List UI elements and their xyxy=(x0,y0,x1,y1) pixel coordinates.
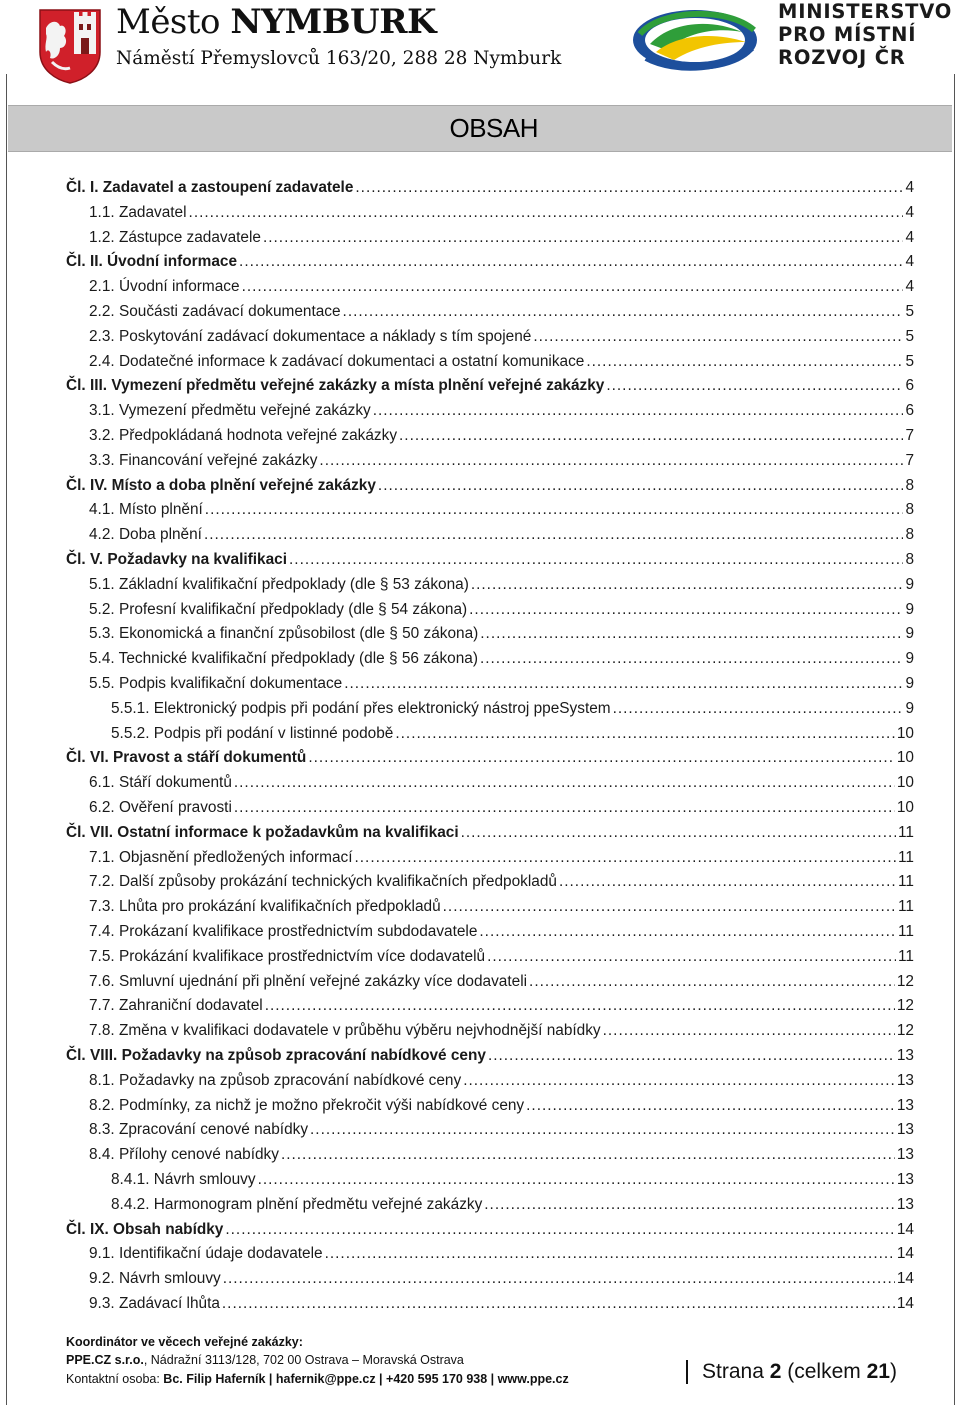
toc-entry-page: 9 xyxy=(905,575,914,593)
toc-leader-dots xyxy=(223,1269,895,1289)
toc-entry-label: Čl. VII. Ostatní informace k požadavkům na kvalifikaci xyxy=(66,823,459,841)
toc-entry-label: 7.4. Prokázaní kvalifikace prostřednictvím subdodavatele xyxy=(89,923,478,940)
toc-leader-dots xyxy=(488,1046,895,1066)
toc-leader-dots xyxy=(344,674,903,694)
toc-entry-page: 8 xyxy=(905,551,914,568)
toc-leader-dots xyxy=(263,228,903,248)
toc-chapter-entry[interactable] xyxy=(66,252,914,272)
toc-leader-dots xyxy=(471,575,904,595)
toc-leader-dots xyxy=(586,352,903,372)
toc-section-entry[interactable] xyxy=(89,649,914,669)
toc-entry-page: 12 xyxy=(896,997,914,1015)
toc-chapter-entry[interactable] xyxy=(66,1220,914,1240)
toc-section-entry[interactable] xyxy=(89,228,914,248)
toc-leader-dots xyxy=(480,624,903,644)
toc-entry-page: 13 xyxy=(896,1146,914,1164)
toc-entry-page: 11 xyxy=(898,898,914,916)
toc-chapter-entry[interactable] xyxy=(66,178,914,198)
toc-entry-page: 14 xyxy=(896,1295,914,1312)
toc-entry-page: 6 xyxy=(905,402,914,420)
toc-section-entry[interactable] xyxy=(111,724,914,744)
toc-section-entry[interactable] xyxy=(89,1145,914,1165)
toc-leader-dots xyxy=(225,1220,895,1240)
footer-phone: +420 595 170 938 xyxy=(386,1372,488,1386)
toc-section-entry[interactable] xyxy=(89,600,914,620)
toc-entry-page: 13 xyxy=(896,1096,914,1114)
toc-entry-label: 5.2. Profesní kvalifikační předpoklady (dle § 54 zákona) xyxy=(89,600,468,618)
toc-leader-dots xyxy=(343,302,904,322)
toc-section-entry[interactable] xyxy=(89,872,914,892)
toc-entry-page: 4 xyxy=(905,228,914,246)
ministry-line-1: MINISTERSTVO xyxy=(778,0,953,23)
toc-leader-dots xyxy=(319,451,903,471)
toc-entry-page: 10 xyxy=(896,774,914,792)
toc-leader-dots xyxy=(606,376,903,396)
toc-entry-page: 12 xyxy=(896,972,914,990)
toc-entry-label: 9.2. Návrh smlouvy xyxy=(89,1270,221,1288)
toc-entry-page: 5 xyxy=(905,303,914,320)
toc-entry-label: 8.1. Požadavky na způsob zpracování nabídkové ceny xyxy=(89,1071,462,1089)
footer-company-line xyxy=(66,1353,464,1367)
toc-leader-dots xyxy=(526,1096,895,1116)
toc-entry-page: 11 xyxy=(898,823,914,841)
toc-entry-page: 11 xyxy=(898,923,914,940)
toc-leader-dots xyxy=(355,178,903,198)
toc-entry-page: 4 xyxy=(905,203,914,221)
toc-entry-page: 5 xyxy=(905,352,914,370)
toc-leader-dots xyxy=(355,848,897,868)
toc-entry-label: 7.3. Lhůta pro prokázání kvalifikačních předpokladů xyxy=(89,898,441,916)
toc-entry-page: 12 xyxy=(896,1022,914,1040)
toc-entry-page: 13 xyxy=(896,1071,914,1089)
toc-section-entry[interactable] xyxy=(89,500,914,520)
toc-entry-label: 5.3. Ekonomická a finanční způsobilost (dle § 50 zákona) xyxy=(89,625,479,643)
toc-entry-label: 5.5. Podpis kvalifikační dokumentace xyxy=(89,675,343,692)
toc-entry-page: 4 xyxy=(905,179,914,196)
toc-section-entry[interactable] xyxy=(89,947,914,967)
toc-entry-label: 4.2. Doba plnění xyxy=(89,526,202,544)
toc-entry-label: 7.2. Další způsoby prokázání technických kvalifikačních předpokladů xyxy=(89,873,557,891)
toc-entry-label: 8.4.2. Harmonogram plnění předmětu veřejné zakázky xyxy=(111,1195,483,1213)
toc-leader-dots xyxy=(242,277,904,297)
toc-chapter-entry[interactable] xyxy=(66,476,914,496)
toc-entry-label: 6.2. Ověření pravosti xyxy=(89,799,232,816)
toc-entry-page: 14 xyxy=(896,1270,914,1288)
toc-section-entry[interactable] xyxy=(89,575,914,595)
toc-entry-label: 8.4. Přílohy cenové nabídky xyxy=(89,1146,279,1164)
toc-section-entry[interactable] xyxy=(89,798,914,818)
toc-leader-dots xyxy=(310,1120,895,1140)
toc-entry-page: 8 xyxy=(905,526,914,544)
toc-entry-page: 14 xyxy=(896,1220,914,1238)
page-number: Strana 2 (celkem 21) xyxy=(686,1360,897,1384)
toc-entry-page: 9 xyxy=(905,650,914,668)
toc-entry-page: 10 xyxy=(896,799,914,816)
toc-chapter-entry[interactable] xyxy=(66,823,914,843)
toc-leader-dots xyxy=(603,1021,895,1041)
toc-entry-page: 5 xyxy=(905,327,914,345)
page-title: OBSAH xyxy=(449,113,538,143)
toc-leader-dots xyxy=(222,1294,895,1314)
toc-entry-label: Čl. VIII. Požadavky na způsob zpracování nabídkové ceny xyxy=(66,1047,486,1064)
ministry-logo-icon xyxy=(630,4,760,74)
footer-contact-name: Bc. Filip Haferník xyxy=(163,1372,266,1386)
toc-entry-page: 13 xyxy=(896,1047,914,1064)
toc-chapter-entry[interactable] xyxy=(66,550,914,570)
toc-entry-label: 9.1. Identifikační údaje dodavatele xyxy=(89,1245,323,1263)
toc-leader-dots xyxy=(533,327,903,347)
footer-contact-prefix: Kontaktní osoba: xyxy=(66,1372,164,1386)
toc-leader-dots xyxy=(234,798,895,818)
toc-entry-label: 2.2. Součásti zadávací dokumentace xyxy=(89,303,341,320)
toc-entry-label: 7.5. Prokázání kvalifikace prostřednictvím více dodavatelů xyxy=(89,947,486,965)
toc-entry-page: 13 xyxy=(896,1195,914,1213)
toc-leader-dots xyxy=(265,996,895,1016)
toc-entry-label: 6.1. Stáří dokumentů xyxy=(89,774,232,792)
toc-entry-page: 9 xyxy=(905,675,914,692)
toc-entry-label: 9.3. Zadávací lhůta xyxy=(89,1295,220,1312)
toc-entry-page: 10 xyxy=(896,749,914,767)
toc-entry-label: 1.2. Zástupce zadavatele xyxy=(89,228,261,246)
toc-entry-label: Čl. V. Požadavky na kvalifikaci xyxy=(66,551,288,568)
toc-leader-dots xyxy=(308,748,895,768)
toc-section-entry[interactable] xyxy=(89,1269,914,1289)
toc-leader-dots xyxy=(479,922,896,942)
toc-leader-dots xyxy=(399,426,903,446)
toc-leader-dots xyxy=(258,1170,895,1190)
ministry-line-3: ROZVOJ ČR xyxy=(778,46,906,69)
toc-section-entry[interactable] xyxy=(89,674,914,694)
toc-leader-dots xyxy=(463,1071,895,1091)
toc-entry-label: 7.6. Smluvní ujednání při plnění veřejné zakázky více dodavateli xyxy=(89,972,528,990)
toc-section-entry[interactable] xyxy=(89,401,914,421)
toc-section-entry[interactable] xyxy=(89,897,914,917)
toc-entry-label: Čl. I. Zadavatel a zastoupení zadavatele xyxy=(66,179,354,196)
toc-leader-dots xyxy=(559,872,896,892)
toc-leader-dots xyxy=(469,600,903,620)
toc-section-entry[interactable] xyxy=(89,451,914,471)
toc-entry-label: 2.3. Poskytování zadávací dokumentace a náklady s tím spojené xyxy=(89,327,532,345)
toc-leader-dots xyxy=(480,649,903,669)
toc-section-entry[interactable] xyxy=(89,972,914,992)
toc-section-entry[interactable] xyxy=(89,525,914,545)
toc-entry-page: 7 xyxy=(905,451,914,469)
toc-entry-label: 8.4.1. Návrh smlouvy xyxy=(111,1171,256,1188)
toc-entry-page: 9 xyxy=(905,699,914,717)
toc-entry-label: 4.1. Místo plnění xyxy=(89,501,203,519)
toc-entry-label: 8.3. Zpracování cenové nabídky xyxy=(89,1121,309,1139)
toc-entry-label: 5.5.2. Podpis při podání v listinné podobě xyxy=(111,724,394,742)
toc-leader-dots xyxy=(484,1195,895,1215)
toc-leader-dots xyxy=(289,550,903,570)
toc-leader-dots xyxy=(487,947,896,967)
footer-web[interactable]: www.ppe.cz xyxy=(497,1372,569,1386)
footer-company: PPE.CZ s.r.o. xyxy=(66,1353,144,1367)
toc-leader-dots xyxy=(461,823,896,843)
toc-leader-dots xyxy=(529,972,895,992)
toc-section-entry[interactable] xyxy=(89,1244,914,1264)
toc-section-entry[interactable] xyxy=(111,1195,914,1215)
toc-entry-label: 7.8. Změna v kvalifikaci dodavatele v průběhu výběru nejvhodnější nabídky xyxy=(89,1022,601,1040)
toc-section-entry[interactable] xyxy=(89,1096,914,1116)
toc-leader-dots xyxy=(378,476,904,496)
toc-entry-page: 8 xyxy=(905,476,914,494)
ministry-line-2: PRO MÍSTNÍ xyxy=(778,23,917,46)
toc-leader-dots xyxy=(613,699,904,719)
toc-leader-dots xyxy=(325,1244,895,1264)
toc-entry-page: 9 xyxy=(905,625,914,643)
toc-chapter-entry[interactable] xyxy=(66,376,914,396)
footer-coordinator-heading: Koordinátor ve věcech veřejné zakázky: xyxy=(66,1335,303,1349)
nymburk-crest-icon xyxy=(38,8,102,84)
toc-entry-page: 4 xyxy=(905,253,914,271)
toc-entry-page: 10 xyxy=(896,724,914,742)
toc-leader-dots xyxy=(205,500,904,520)
toc-entry-page: 14 xyxy=(896,1245,914,1263)
toc-entry-label: 7.1. Objasnění předložených informací xyxy=(89,848,353,866)
toc-section-entry[interactable] xyxy=(89,996,914,1016)
ministry-name xyxy=(778,0,952,69)
toc-entry-label: 2.4. Dodatečné informace k zadávací dokumentaci a ostatní komunikace xyxy=(89,352,585,370)
toc-entry-label: 1.1. Zadavatel xyxy=(89,203,187,221)
toc-entry-label: 5.1. Základní kvalifikační předpoklady (dle § 53 zákona) xyxy=(89,575,469,593)
toc-section-entry[interactable] xyxy=(89,302,914,322)
toc-entry-page: 11 xyxy=(898,947,914,965)
toc-entry-page: 6 xyxy=(905,377,914,395)
toc-section-entry[interactable] xyxy=(89,1120,914,1140)
toc-leader-dots xyxy=(395,724,895,744)
toc-section-entry[interactable] xyxy=(89,1071,914,1091)
footer-email[interactable]: hafernik@ppe.cz xyxy=(275,1372,376,1386)
toc-entry-label: 5.5.1. Elektronický podpis při podání přes elektronický nástroj ppeSystem xyxy=(111,699,611,717)
toc-section-entry[interactable] xyxy=(89,624,914,644)
toc-leader-dots xyxy=(234,773,895,793)
toc-entry-label: 3.3. Financování veřejné zakázky xyxy=(89,451,318,469)
toc-section-entry[interactable] xyxy=(89,327,914,347)
toc-entry-label: 3.1. Vymezení předmětu veřejné zakázky xyxy=(89,402,371,420)
toc-entry-page: 4 xyxy=(905,278,914,296)
footer-contact-line: Kontaktní osoba: Bc. Filip Haferník | hafernik@ppe.cz | +420 595 170 938 | www.ppe.cz xyxy=(66,1372,569,1386)
toc-leader-dots xyxy=(204,525,903,545)
toc-entry-page: 13 xyxy=(896,1171,914,1188)
toc-section-entry[interactable] xyxy=(89,848,914,868)
toc-chapter-entry[interactable] xyxy=(66,1046,914,1066)
footer-company-address: , Nádražní 3113/128, 702 00 Ostrava – Moravská Ostrava xyxy=(143,1353,464,1367)
toc-entry-label: 8.2. Podmínky, za nichž je možno překročit výši nabídkové ceny xyxy=(89,1096,525,1114)
toc-chapter-entry[interactable] xyxy=(66,748,914,768)
toc-leader-dots xyxy=(281,1145,895,1165)
toc-section-entry[interactable] xyxy=(111,1170,914,1190)
toc-entry-label: Čl. II. Úvodní informace xyxy=(66,253,238,271)
toc-section-entry[interactable] xyxy=(89,1294,914,1314)
city-title: Město NYMBURK xyxy=(116,2,437,42)
toc-entry-label: Čl. IX. Obsah nabídky xyxy=(66,1220,224,1238)
toc-entry-page: 11 xyxy=(898,848,914,866)
toc-section-entry[interactable] xyxy=(89,922,914,942)
toc-entry-label: Čl. VI. Pravost a stáří dokumentů xyxy=(66,749,307,767)
toc-leader-dots xyxy=(189,203,904,223)
toc-section-entry[interactable] xyxy=(89,1021,914,1041)
toc-section-entry[interactable] xyxy=(89,277,914,297)
toc-entry-label: 3.2. Předpokládaná hodnota veřejné zakázky xyxy=(89,427,398,444)
toc-entry-page: 8 xyxy=(905,501,914,519)
toc-entry-page: 13 xyxy=(896,1121,914,1139)
city-address: Náměstí Přemyslovců 163/20, 288 28 Nymburk xyxy=(116,48,562,69)
toc-entry-label: 2.1. Úvodní informace xyxy=(89,278,240,296)
toc-section-entry[interactable] xyxy=(89,352,914,372)
toc-leader-dots xyxy=(239,252,903,272)
toc-entry-label: Čl. IV. Místo a doba plnění veřejné zakázky xyxy=(66,476,376,494)
toc-section-entry[interactable] xyxy=(89,426,914,446)
toc-section-entry[interactable] xyxy=(111,699,914,719)
toc-section-entry[interactable] xyxy=(89,203,914,223)
toc-section-entry[interactable] xyxy=(89,773,914,793)
toc-leader-dots xyxy=(443,897,896,917)
toc-entry-label: 7.7. Zahraniční dodavatel xyxy=(89,997,263,1015)
toc-entry-label: 5.4. Technické kvalifikační předpoklady (dle § 56 zákona) xyxy=(89,650,478,668)
toc-entry-page: 7 xyxy=(905,427,914,444)
toc-entry-label: Čl. III. Vymezení předmětu veřejné zakázky a místa plnění veřejné zakázky xyxy=(66,377,605,395)
toc-leader-dots xyxy=(373,401,904,421)
toc-entry-page: 11 xyxy=(898,873,914,891)
toc-entry-page: 9 xyxy=(905,600,914,618)
